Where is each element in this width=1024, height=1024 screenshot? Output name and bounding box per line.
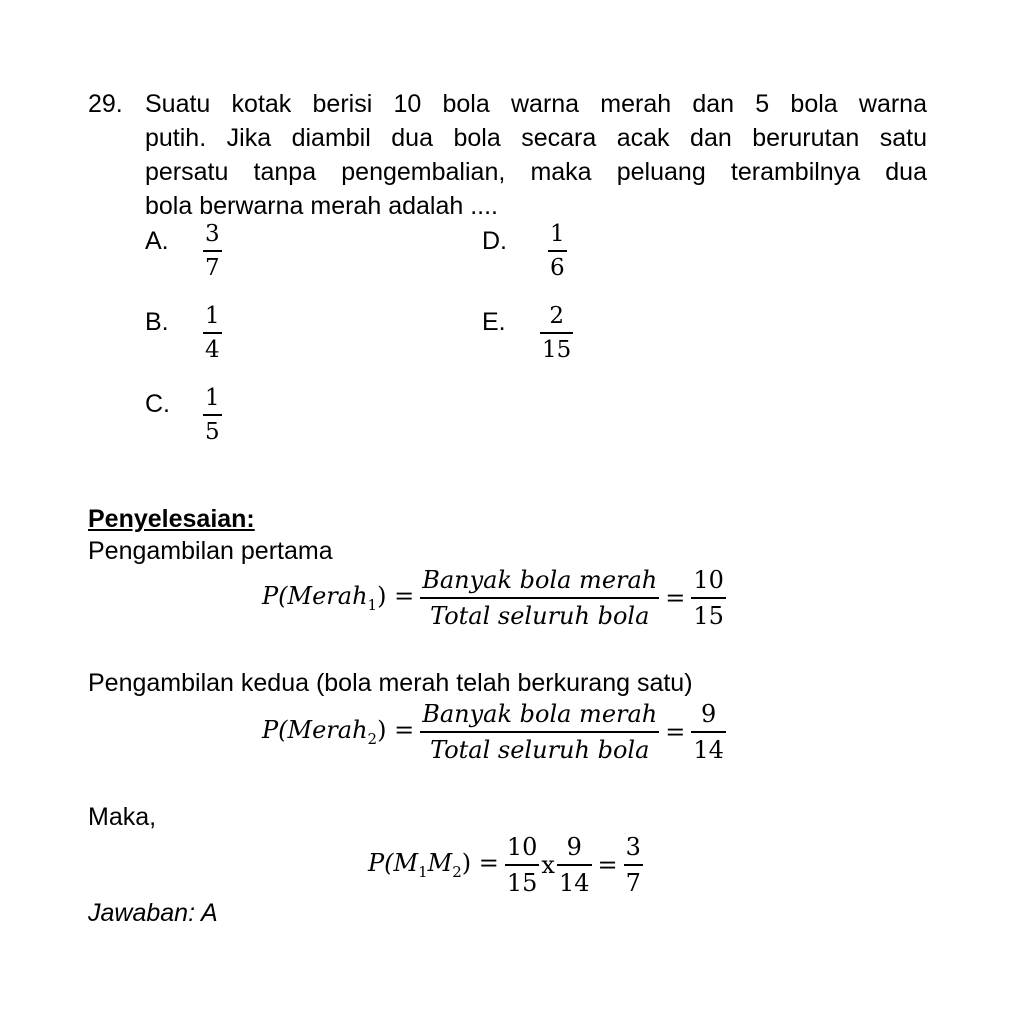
option-b-letter: B. xyxy=(145,308,169,336)
eq3-fraction-1 xyxy=(505,832,540,898)
equation-first-draw xyxy=(262,565,732,631)
option-a-fraction xyxy=(203,220,222,282)
option-e-denominator: 15 xyxy=(542,337,572,363)
eq3-f2-denominator: 14 xyxy=(558,869,590,897)
eq2-denominator: Total seluruh bola xyxy=(430,736,650,764)
eq1-result-numerator: 10 xyxy=(693,566,724,594)
fraction-bar xyxy=(624,864,643,866)
option-c-numerator: 1 xyxy=(205,385,220,411)
fraction-bar xyxy=(691,597,726,599)
option-d-numerator: 1 xyxy=(550,221,565,247)
eq2-result-numerator: 9 xyxy=(701,700,717,728)
option-a-letter: A. xyxy=(145,227,169,255)
eq1-numerator: Banyak bola merah xyxy=(422,566,658,594)
answer-text: Jawaban: A xyxy=(88,899,218,927)
solution-heading: Penyelesaian: xyxy=(88,505,255,533)
eq2-numerator: Banyak bola merah xyxy=(422,700,658,728)
option-b-denominator: 4 xyxy=(205,337,220,363)
eq2-fraction xyxy=(420,699,659,765)
eq2-result xyxy=(691,699,726,765)
option-d-letter: D. xyxy=(482,227,507,255)
second-draw-label: Pengambilan kedua (bola merah telah berkurang satu) xyxy=(88,669,693,697)
fraction-bar xyxy=(203,414,222,416)
option-b-numerator: 1 xyxy=(205,303,220,329)
eq2-lhs: P(Merah$_2$) = xyxy=(262,716,415,748)
option-b-fraction xyxy=(203,302,222,364)
eq2-result-denominator: 14 xyxy=(693,736,724,764)
eq3-fraction-2 xyxy=(557,832,592,898)
eq1-denominator: Total seluruh bola xyxy=(430,602,650,630)
eq3-f3-numerator: 3 xyxy=(625,833,641,861)
fraction-bar xyxy=(420,731,659,733)
eq1-result-denominator: 15 xyxy=(693,602,724,630)
eq3-fraction-3 xyxy=(624,832,643,898)
option-e-numerator: 2 xyxy=(549,303,564,329)
eq3-f2-numerator: 9 xyxy=(566,833,582,861)
question-line-1: Suatu kotak berisi 10 bola warna merah dan 5 bola warna xyxy=(145,90,927,118)
option-a-denominator: 7 xyxy=(205,255,220,281)
first-draw-label: Pengambilan pertama xyxy=(88,537,333,565)
option-a-numerator: 3 xyxy=(205,221,220,247)
fraction-bar xyxy=(691,731,726,733)
option-e-letter: E. xyxy=(482,308,506,336)
option-e-fraction xyxy=(540,302,573,364)
eq3-lhs: $P(M_1M_2)$ = xyxy=(368,849,499,881)
option-c-denominator: 5 xyxy=(205,419,220,445)
eq3-f3-denominator: 7 xyxy=(625,869,641,897)
eq2-equals: = xyxy=(665,718,686,746)
option-d-denominator: 6 xyxy=(550,255,565,281)
eq3-f1-numerator: 10 xyxy=(506,833,538,861)
equation-final xyxy=(368,832,649,898)
maka-label: Maka, xyxy=(88,803,157,831)
question-line-3: persatu tanpa pengembalian, maka peluang terambilnya dua xyxy=(145,158,927,186)
eq1-result xyxy=(691,565,726,631)
eq3-f1-denominator: 15 xyxy=(506,869,538,897)
fraction-bar xyxy=(420,597,659,599)
option-d-fraction xyxy=(548,220,567,282)
fraction-bar xyxy=(203,250,222,252)
question-line-4: bola berwarna merah adalah .... xyxy=(145,192,498,220)
fraction-bar xyxy=(548,250,567,252)
fraction-bar xyxy=(203,332,222,334)
eq3-equals: = xyxy=(597,851,618,879)
equation-second-draw xyxy=(262,699,732,765)
option-c-letter: C. xyxy=(145,390,170,418)
fraction-bar xyxy=(540,332,573,334)
question-line-2: putih. Jika diambil dua bola secara acak dan berurutan satu xyxy=(145,124,927,152)
times-sign: x xyxy=(541,851,555,879)
fraction-bar xyxy=(505,864,540,866)
option-c-fraction xyxy=(203,384,222,446)
fraction-bar xyxy=(557,864,592,866)
question-number: 29. xyxy=(88,90,123,118)
eq1-fraction xyxy=(420,565,659,631)
eq1-lhs: P(Merah$_1$) = xyxy=(262,582,415,614)
eq1-equals: = xyxy=(665,584,686,612)
